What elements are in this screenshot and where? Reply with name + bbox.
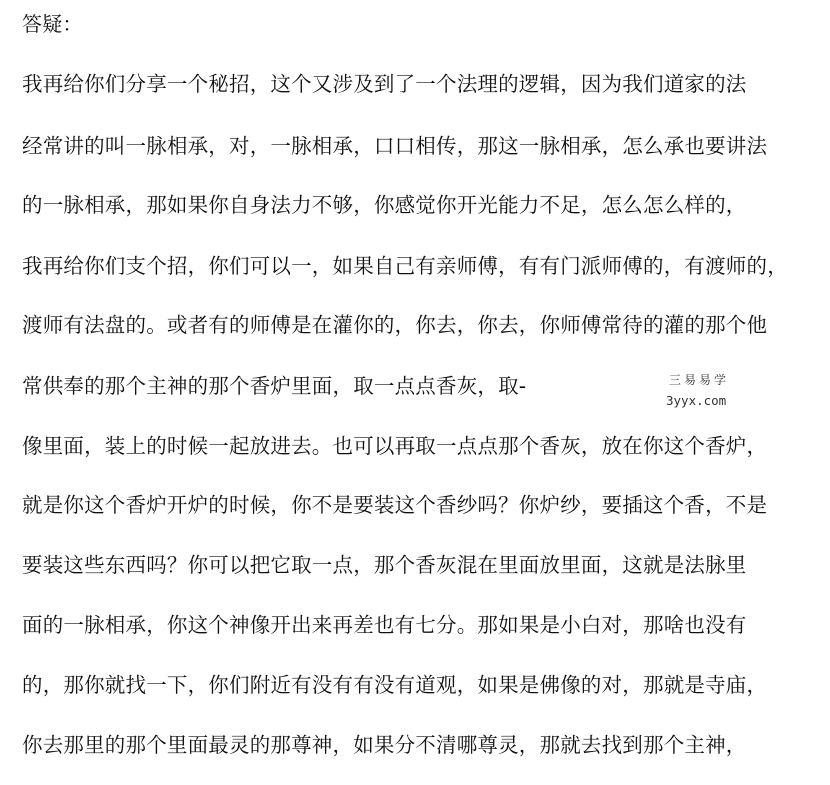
text-line: 渡师有法盘的。或者有的师傅是在灌你的，你去，你去，你师傅常待的灌的那个他 bbox=[22, 313, 768, 337]
text-line: 像里面，装上的时候一起放进去。也可以再取一点点那个香灰，放在你这个香炉， bbox=[22, 434, 768, 458]
text-line: 我再给你们分享一个秘招，这个又涉及到了一个法理的逻辑，因为我们道家的法 bbox=[22, 72, 747, 96]
text-line: 面的一脉相承，你这个神像开出来再差也有七分。那如果是小白对，那啥也没有 bbox=[22, 613, 747, 637]
text-line: 我再给你们支个招，你们可以一，如果自己有亲师傅，有有门派师傅的，有渡师的， bbox=[22, 254, 788, 278]
text-line: 的一脉相承，那如果你自身法力不够，你感觉你开光能力不足，怎么怎么样的， bbox=[22, 193, 747, 217]
text-line: 常供奉的那个主神的那个香炉里面，取一点点香灰，取- bbox=[22, 374, 527, 398]
text-line: 就是你这个香炉开炉的时候，你不是要装这个香纱吗？你炉纱，要插这个香，不是 bbox=[22, 493, 768, 517]
text-line: 经常讲的叫一脉相承，对，一脉相承，口口相传，那这一脉相承，怎么承也要讲法 bbox=[22, 134, 768, 158]
text-line: 你去那里的那个里面最灵的那尊神，如果分不清哪尊灵，那就去找到那个主神， bbox=[22, 733, 747, 757]
watermark-url: 3yyx.com bbox=[666, 393, 727, 408]
heading: 答疑： bbox=[22, 12, 83, 36]
watermark-name: 三易易学 bbox=[669, 373, 730, 387]
text-line: 的，那你就找一下，你们附近有没有有没有道观，如果是佛像的对，那就是寺庙， bbox=[22, 673, 768, 697]
text-line: 要装这些东西吗？你可以把它取一点，那个香灰混在里面放里面，这就是法脉里 bbox=[22, 553, 747, 577]
watermark bbox=[666, 372, 729, 410]
